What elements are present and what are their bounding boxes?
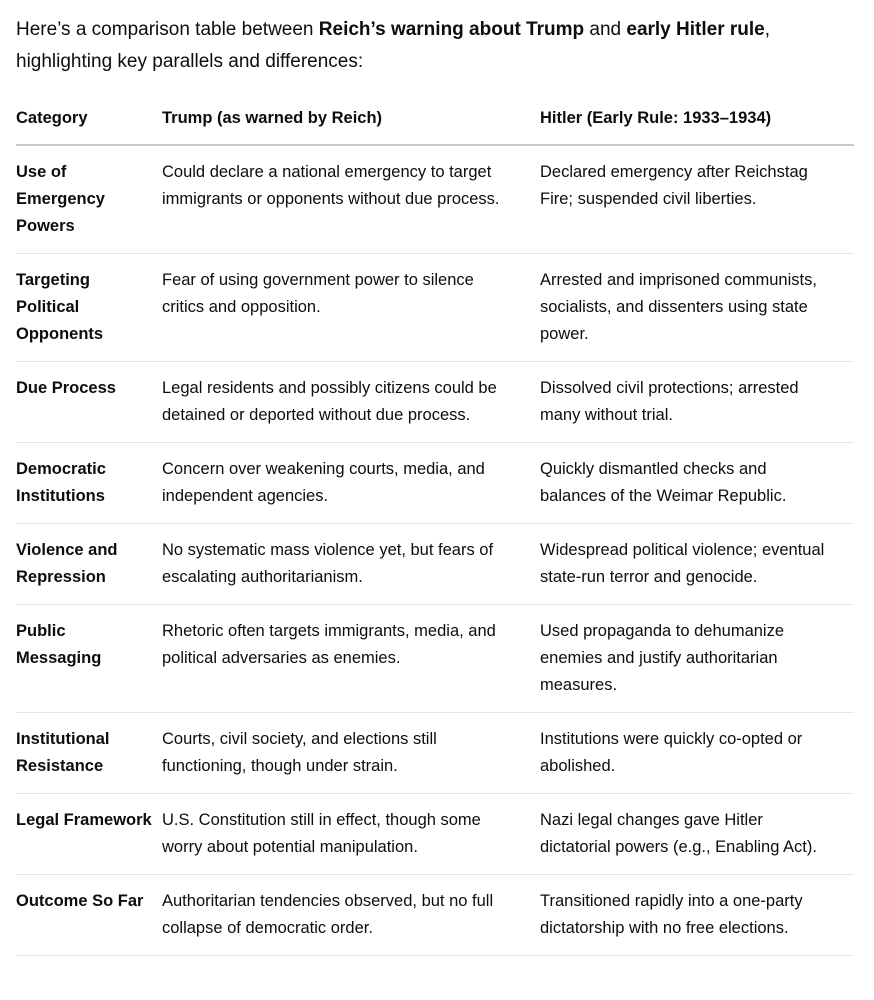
header-trump: Trump (as warned by Reich) <box>162 92 540 145</box>
intro-prefix: Here’s a comparison table between <box>16 19 319 40</box>
table-row <box>16 254 854 362</box>
intro-mid: and <box>584 19 627 40</box>
comparison-table <box>16 92 854 956</box>
category-cell: Targeting Political Opponents <box>16 254 162 362</box>
table-row <box>16 605 854 713</box>
hitler-cell: Arrested and imprisoned communists, socialists, and dissenters using state power. <box>540 254 854 362</box>
category-cell: Due Process <box>16 362 162 443</box>
trump-cell: Rhetoric often targets immigrants, media, and political adversaries as enemies. <box>162 605 540 713</box>
trump-cell: Fear of using government power to silence critics and opposition. <box>162 254 540 362</box>
table-row <box>16 362 854 443</box>
category-cell: Public Messaging <box>16 605 162 713</box>
hitler-cell: Declared emergency after Reichstag Fire; suspended civil liberties. <box>540 145 854 254</box>
table-row <box>16 713 854 794</box>
trump-cell: Courts, civil society, and elections still functioning, though under strain. <box>162 713 540 794</box>
intro-bold-reich: Reich’s warning about Trump <box>318 19 585 40</box>
trump-cell: Legal residents and possibly citizens could be detained or deported without due process. <box>162 362 540 443</box>
header-hitler: Hitler (Early Rule: 1933–1934) <box>540 92 854 145</box>
category-cell: Institutional Resistance <box>16 713 162 794</box>
table-row <box>16 524 854 605</box>
hitler-cell: Used propaganda to dehumanize enemies and justify authoritarian measures. <box>540 605 854 713</box>
category-cell: Outcome So Far <box>16 875 162 956</box>
trump-cell: No systematic mass violence yet, but fears of escalating authoritarianism. <box>162 524 540 605</box>
hitler-cell: Nazi legal changes gave Hitler dictatorial powers (e.g., Enabling Act). <box>540 794 854 875</box>
hitler-cell: Transitioned rapidly into a one-party dictatorship with no free elections. <box>540 875 854 956</box>
hitler-cell: Institutions were quickly co-opted or abolished. <box>540 713 854 794</box>
table-row <box>16 145 854 254</box>
category-cell: Use of Emergency Powers <box>16 145 162 254</box>
hitler-cell: Widespread political violence; eventual state-run terror and genocide. <box>540 524 854 605</box>
table-row <box>16 443 854 524</box>
trump-cell: U.S. Constitution still in effect, though some worry about potential manipulation. <box>162 794 540 875</box>
intro-suffix: , highlighting key parallels and differences: <box>16 19 770 72</box>
trump-cell: Could declare a national emergency to target immigrants or opponents without due process. <box>162 145 540 254</box>
intro-bold-hitler: early Hitler rule <box>626 19 765 40</box>
header-category: Category <box>16 92 162 145</box>
table-row <box>16 875 854 956</box>
category-cell: Democratic Institutions <box>16 443 162 524</box>
hitler-cell: Quickly dismantled checks and balances of the Weimar Republic. <box>540 443 854 524</box>
category-cell: Legal Framework <box>16 794 162 875</box>
table-row <box>16 794 854 875</box>
trump-cell: Authoritarian tendencies observed, but no full collapse of democratic order. <box>162 875 540 956</box>
table-header-row <box>16 92 854 145</box>
trump-cell: Concern over weakening courts, media, and independent agencies. <box>162 443 540 524</box>
hitler-cell: Dissolved civil protections; arrested many without trial. <box>540 362 854 443</box>
category-cell: Violence and Repression <box>16 524 162 605</box>
intro-text <box>16 14 856 78</box>
